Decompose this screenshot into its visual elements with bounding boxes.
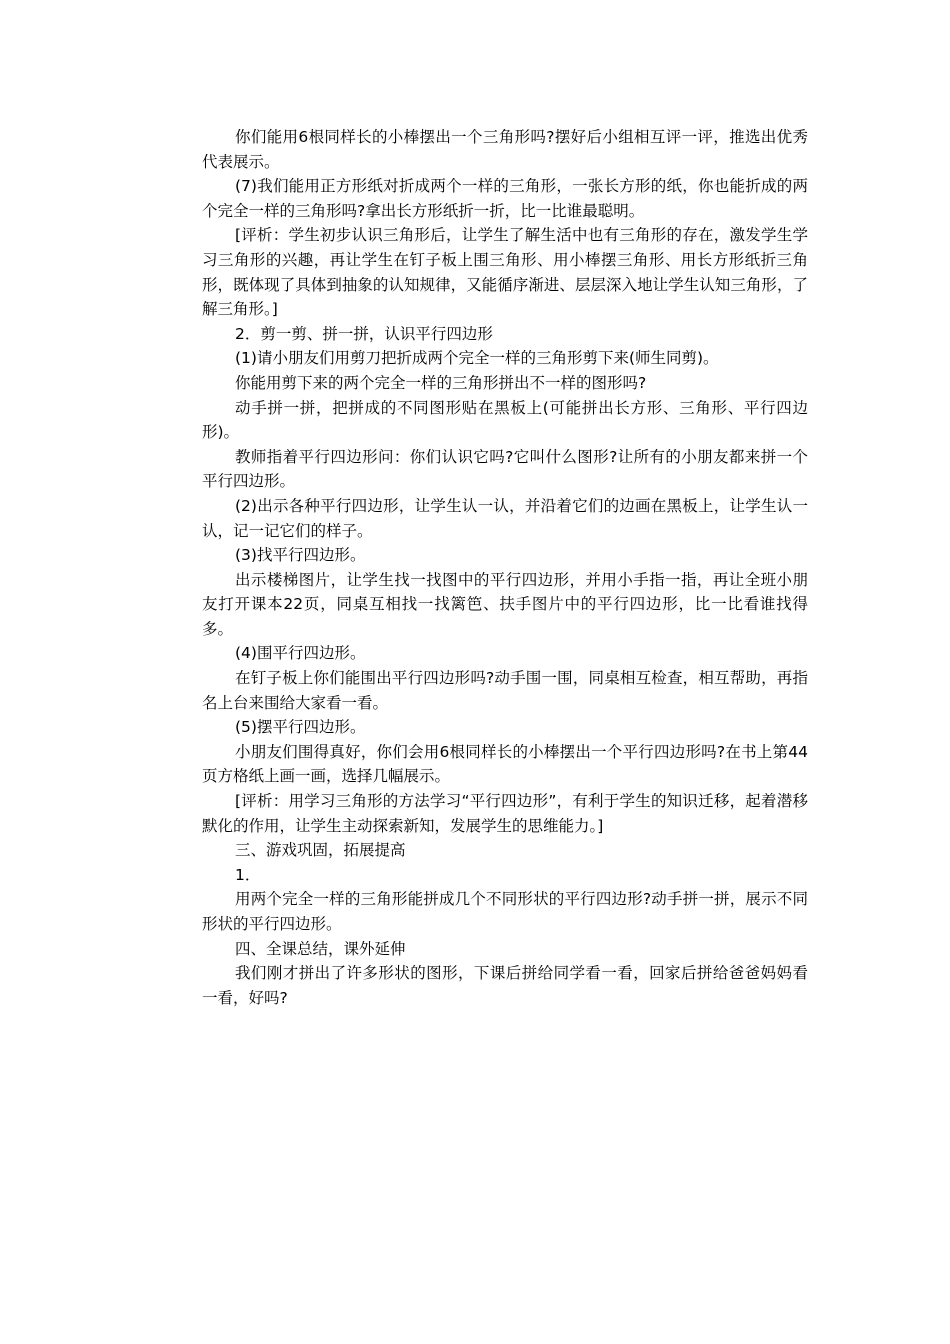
paragraph-4: 2．剪一剪、拼一拼，认识平行四边形 bbox=[235, 324, 493, 343]
paragraph-19: 用两个完全一样的三角形能拼成几个不同形状的平行四边形?动手拼一拼，展示不同形状的平行四边形。 bbox=[202, 890, 808, 933]
paragraph-20: 四、全课总结，课外延伸 bbox=[235, 939, 406, 958]
paragraph-8: 教师指着平行四边形问：你们认识它吗?它叫什么图形?让所有的小朋友都来拼一个平行四边形。 bbox=[202, 447, 808, 491]
paragraph-15: 小朋友们围得真好，你们会用6根同样长的小棒摆出一个平行四边形吗?在书上第44页方格纸上画一画，选择几幅展示。 bbox=[202, 742, 808, 786]
paragraph-18: 1． bbox=[235, 865, 261, 884]
paragraph-5: (1)请小朋友们用剪刀把折成两个完全一样的三角形剪下来(师生同剪)。 bbox=[235, 349, 719, 368]
paragraph-1: 你们能用6根同样长的小棒摆出一个三角形吗?摆好后小组相互评一评，推选出优秀代表展示。 bbox=[202, 128, 808, 171]
paragraph-2: (7)我们能用正方形纸对折成两个一样的三角形，一张长方形的纸，你也能折成的两个完全一样的三角形吗?拿出长方形纸折一折，比一比谁最聪明。 bbox=[202, 177, 808, 220]
paragraph-10: (3)找平行四边形。 bbox=[235, 546, 366, 565]
paragraph-9: (2)出示各种平行四边形，让学生认一认，并沿着它们的边画在黑板上，让学生认一认，记一记它们的样子。 bbox=[202, 496, 808, 540]
paragraph-12: (4)围平行四边形。 bbox=[235, 644, 366, 663]
paragraph-21: 我们刚才拼出了许多形状的图形，下课后拼给同学看一看，回家后拼给爸爸妈妈看一看，好吗? bbox=[202, 964, 808, 1007]
paragraph-11: 出示楼梯图片，让学生找一找图中的平行四边形，并用小手指一指，再让全班小朋友打开课本22页，同桌互相找一找篱笆、扶手图片中的平行四边形，比一比看谁找得多。 bbox=[202, 570, 808, 638]
paragraph-13: 在钉子板上你们能围出平行四边形吗?动手围一围，同桌相互检查，相互帮助，再指名上台来围给大家看一看。 bbox=[202, 669, 808, 712]
paragraph-16: [评析：用学习三角形的方法学习“平行四边形”，有利于学生的知识迁移，起着潜移默化的作用，让学生主动探索新知，发展学生的思维能力。] bbox=[202, 792, 808, 835]
paragraph-17: 三、游戏巩固，拓展提高 bbox=[235, 841, 406, 860]
paragraph-7: 动手拼一拼，把拼成的不同图形贴在黑板上(可能拼出长方形、三角形、平行四边形)。 bbox=[202, 398, 808, 442]
paragraph-14: (5)摆平行四边形。 bbox=[235, 718, 366, 737]
paragraph-6: 你能用剪下来的两个完全一样的三角形拼出不一样的图形吗? bbox=[235, 373, 647, 392]
document-body bbox=[202, 125, 808, 1010]
paragraph-3: [评析：学生初步认识三角形后，让学生了解生活中也有三角形的存在，激发学生学习三角形的兴趣，再让学生在钉子板上围三角形、用小棒摆三角形、用长方形纸折三角形，既体现了具体到抽象的认知规律，又能循序渐进、层层深入地让学生认知三角形，了解三角形。] bbox=[202, 226, 808, 319]
